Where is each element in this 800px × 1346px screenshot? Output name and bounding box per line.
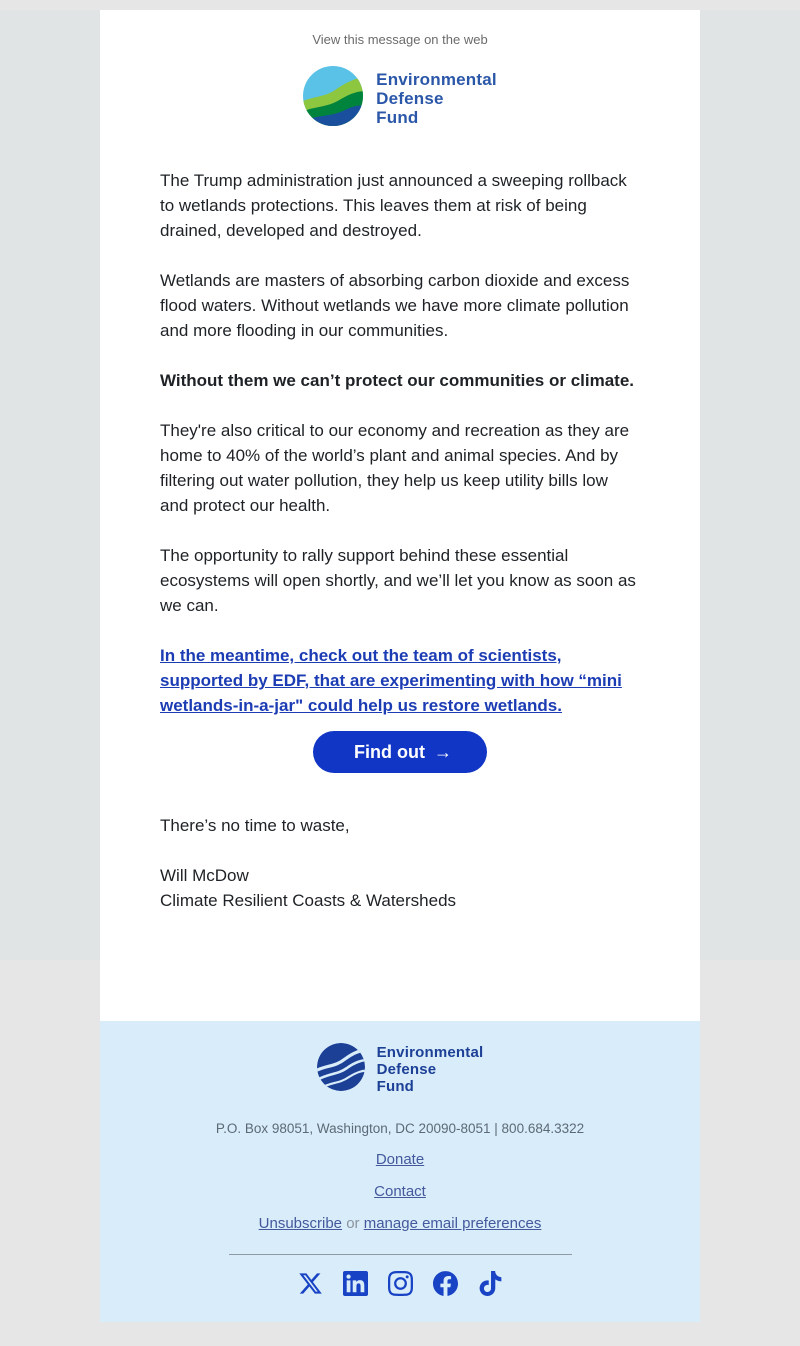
social-icons-row xyxy=(130,1271,670,1296)
paragraph-article-link xyxy=(160,643,640,718)
paragraph-wetlands-masters: Wetlands are masters of absorbing carbon dioxide and excess flood waters. Without wetlands we have more climate pollution and more flooding in our communities. xyxy=(160,271,630,340)
email-footer xyxy=(100,1021,700,1322)
email-body xyxy=(100,10,700,1021)
social-link-tiktok[interactable] xyxy=(478,1271,503,1296)
right-margin-tint xyxy=(700,10,800,960)
tiktok-icon xyxy=(478,1271,503,1296)
wetlands-article-link[interactable]: In the meantime, check out the team of scientists, supported by EDF, that are experimenting with how “mini wetlands-in-a-jar" could help us restore wetlands. xyxy=(160,646,622,715)
footer-divider xyxy=(229,1254,572,1255)
footer-edf-logo-line3: Fund xyxy=(376,1077,415,1095)
footer-edf-logo-mark-icon xyxy=(317,1043,365,1096)
find-out-button[interactable] xyxy=(313,731,487,773)
footer-edf-logo xyxy=(130,1045,670,1093)
edf-logo xyxy=(160,68,640,128)
edf-logo-line2: Defense xyxy=(376,88,444,108)
left-margin-tint xyxy=(0,10,100,960)
signoff-closing: There’s no time to waste, xyxy=(160,816,350,835)
button-row xyxy=(160,731,640,773)
edf-logo-text xyxy=(376,70,497,127)
facebook-icon xyxy=(433,1271,458,1296)
unsubscribe-link[interactable]: Unsubscribe xyxy=(258,1215,343,1232)
view-online-link[interactable]: View this message on the web xyxy=(312,32,488,47)
signature-name: Will McDow xyxy=(160,866,249,885)
edf-logo-line3: Fund xyxy=(376,107,419,127)
contact-link[interactable]: Contact xyxy=(374,1183,426,1200)
footer-edf-logo-line1: Environmental xyxy=(376,1043,484,1061)
paragraph-rollback: The Trump administration just announced a sweeping rollback to wetlands protections. This leaves them at risk of being drained, developed and destroyed. xyxy=(160,171,627,240)
signature-title: Climate Resilient Coasts & Watersheds xyxy=(160,891,457,910)
footer-contact-row xyxy=(130,1183,670,1200)
paragraph-without-them: Without them we can’t protect our communities or climate. xyxy=(160,371,635,390)
paragraph-critical-economy: They're also critical to our economy and recreation as they are home to 40% of the world’s plant and animal species. And by filtering out water pollution, they help us keep utility bills low and protect our health. xyxy=(160,421,630,515)
paragraph-opportunity: The opportunity to rally support behind these essential ecosystems will open shortly, and we’ll let you know as soon as we can. xyxy=(160,546,636,615)
social-link-x[interactable] xyxy=(298,1271,323,1296)
manage-preferences-link[interactable]: manage email preferences xyxy=(363,1215,542,1232)
footer-edf-logo-text xyxy=(377,1044,484,1095)
social-link-facebook[interactable] xyxy=(433,1271,458,1296)
social-link-linkedin[interactable] xyxy=(343,1271,368,1296)
footer-address: P.O. Box 98051, Washington, DC 20090-8051 | 800.684.3322 xyxy=(215,1121,585,1136)
footer-preferences-row xyxy=(130,1215,670,1232)
footer-or-text: or xyxy=(346,1215,360,1232)
x-icon xyxy=(298,1271,323,1296)
instagram-icon xyxy=(388,1271,413,1296)
edf-logo-mark-icon xyxy=(303,66,363,131)
arrow-right-icon: → xyxy=(433,742,452,762)
edf-logo-line1: Environmental xyxy=(376,69,497,89)
signature-block xyxy=(160,863,640,913)
social-link-instagram[interactable] xyxy=(388,1271,413,1296)
footer-edf-logo-line2: Defense xyxy=(376,1060,437,1078)
footer-donate-row xyxy=(130,1151,670,1168)
donate-link[interactable]: Donate xyxy=(375,1151,425,1168)
find-out-button-label: Find out xyxy=(354,742,425,762)
linkedin-icon xyxy=(343,1271,368,1296)
email-container xyxy=(100,10,700,1322)
